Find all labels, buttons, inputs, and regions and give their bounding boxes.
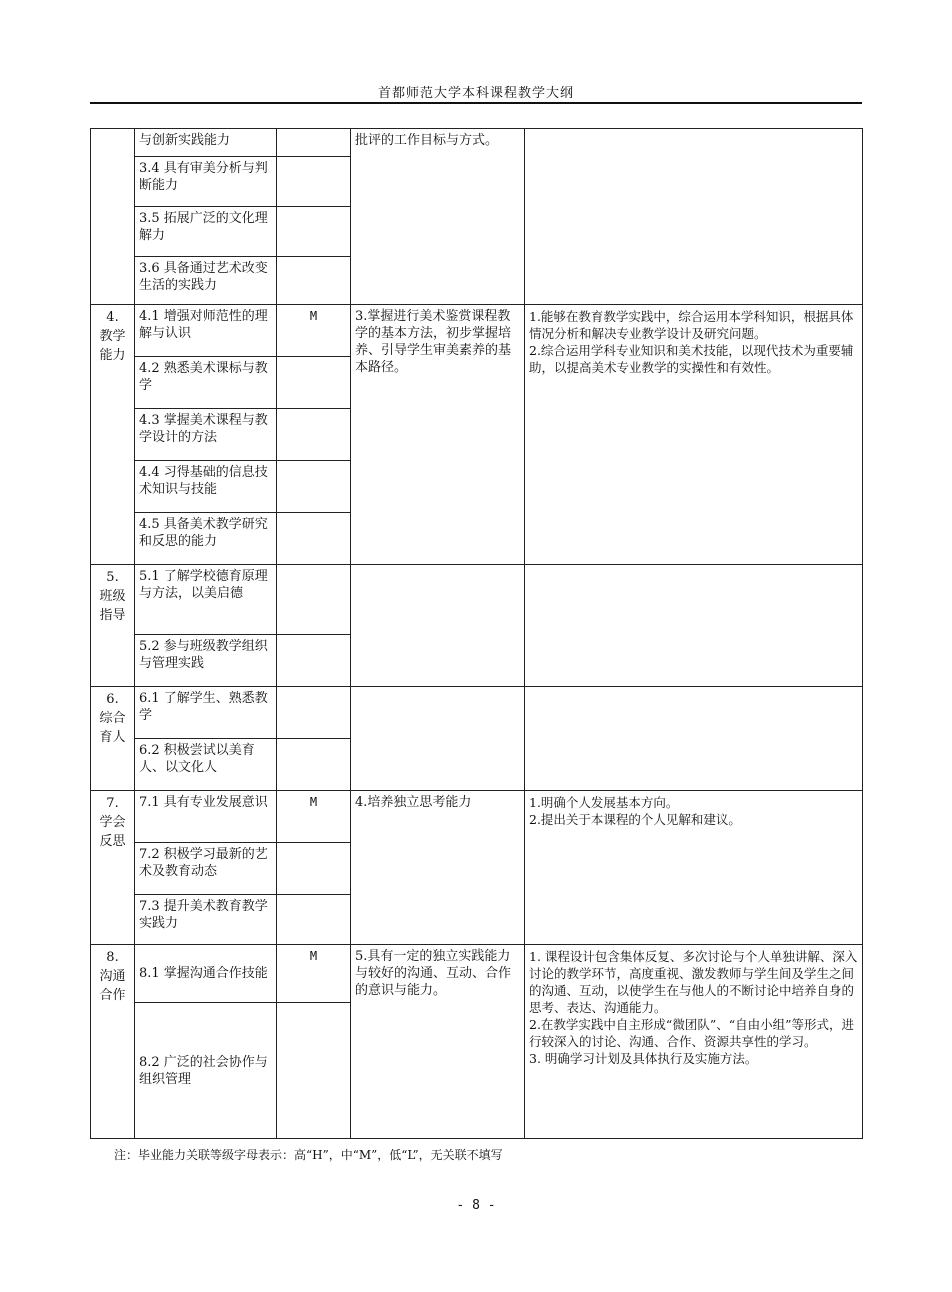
level-cell [277, 843, 351, 895]
level-cell [277, 207, 351, 257]
level-cell: M [277, 305, 351, 357]
sub-ability-cell: 与创新实践能力 [135, 129, 277, 157]
sub-ability-cell: 4.2 熟悉美术课标与教学 [135, 357, 277, 409]
sub-ability-cell: 5.2 参与班级教学组织与管理实践 [135, 635, 277, 687]
level-cell: M [277, 791, 351, 843]
level-cell [277, 687, 351, 739]
sub-ability-cell: 4.1 增强对师范性的理解与认识 [135, 305, 277, 357]
table-row [91, 305, 863, 357]
header-rule [90, 102, 862, 104]
requirement-item: 2.在教学实践中自主形成“微团队”、“自由小组”等形式，进行较深入的讨论、沟通、合作、资源共享性的学习。 [529, 1017, 854, 1049]
requirement-cell [525, 129, 863, 305]
requirement-cell [525, 791, 863, 945]
sub-ability-cell: 3.6 具备通过艺术改变生活的实践力 [135, 257, 277, 305]
requirement-item: 1.能够在教育教学实践中，综合运用本学科知识，根据具体情况分析和解决专业教学设计及研究问题。 [529, 309, 854, 341]
requirement-cell [525, 565, 863, 687]
requirement-item: 2.提出关于本课程的个人见解和建议。 [529, 812, 741, 827]
category-cell: 7. 学会 反思 [91, 791, 135, 945]
sub-ability-cell: 7.1 具有专业发展意识 [135, 791, 277, 843]
level-cell [277, 895, 351, 945]
table-row [91, 565, 863, 635]
requirement-cell [525, 945, 863, 1139]
sub-ability-cell: 3.4 具有审美分析与判断能力 [135, 157, 277, 207]
requirement-cell [525, 305, 863, 565]
sub-ability-cell: 4.5 具备美术教学研究和反思的能力 [135, 513, 277, 565]
level-cell: M [277, 945, 351, 1003]
sub-ability-cell: 8.1 掌握沟通合作技能 [135, 945, 277, 1003]
level-cell [277, 513, 351, 565]
course-objective-cell [351, 565, 525, 687]
page-header-title: 首都师范大学本科课程教学大纲 [377, 86, 574, 101]
level-cell [277, 157, 351, 207]
level-cell [277, 461, 351, 513]
sub-ability-cell: 6.2 积极尝试以美育人、以文化人 [135, 739, 277, 791]
sub-ability-cell: 7.2 积极学习最新的艺术及教育动态 [135, 843, 277, 895]
level-cell [277, 129, 351, 157]
sub-ability-cell: 8.2 广泛的社会协作与组织管理 [135, 1003, 277, 1139]
requirement-item: 3. 明确学习计划及具体执行及实施方法。 [529, 1051, 758, 1066]
course-objective-cell: 4.培养独立思考能力 [351, 791, 525, 945]
requirement-cell [525, 687, 863, 791]
category-cell: 8. 沟通 合作 [91, 945, 135, 1139]
course-objective-cell: 批评的工作目标与方式。 [351, 129, 525, 305]
table-footnote: 注：毕业能力关联等级字母表示：高“H”，中“M”，低“L”，无关联不填写 [114, 1148, 503, 1162]
sub-ability-cell: 7.3 提升美术教育教学实践力 [135, 895, 277, 945]
table-row [91, 687, 863, 739]
level-cell [277, 1003, 351, 1139]
sub-ability-cell: 4.4 习得基础的信息技术知识与技能 [135, 461, 277, 513]
sub-ability-cell: 6.1 了解学生、熟悉教学 [135, 687, 277, 739]
course-objective-cell: 3.掌握进行美术鉴赏课程教学的基本方法，初步掌握培养、引导学生审美素养的基本路径。 [351, 305, 525, 565]
level-cell [277, 257, 351, 305]
level-cell [277, 409, 351, 461]
requirement-item: 2.综合运用学科专业知识和美术技能，以现代技术为重要辅助，以提高美术专业教学的实操性和有效性。 [529, 343, 854, 375]
level-cell [277, 635, 351, 687]
sub-ability-cell: 5.1 了解学校德育原理与方法，以美启德 [135, 565, 277, 635]
level-cell [277, 357, 351, 409]
category-cell: 6. 综合 育人 [91, 687, 135, 791]
sub-ability-cell: 4.3 掌握美术课程与教学设计的方法 [135, 409, 277, 461]
course-objectives-table [90, 128, 863, 1139]
course-objective-cell [351, 687, 525, 791]
level-cell [277, 739, 351, 791]
table-row [91, 791, 863, 843]
sub-ability-cell: 3.5 拓展广泛的文化理解力 [135, 207, 277, 257]
table-row [91, 129, 863, 157]
requirement-item: 1. 课程设计包含集体反复、多次讨论与个人单独讲解、深入讨论的教学环节，高度重视、激发教师与学生间及学生之间的沟通、互动，以使学生在与他人的不断讨论中培养自身的思考、表达、沟通能力。 [529, 949, 858, 1015]
category-cell: 5. 班级 指导 [91, 565, 135, 687]
page-number: - 8 - [456, 1198, 496, 1213]
table-row [91, 945, 863, 1003]
course-objective-cell: 5.具有一定的独立实践能力与较好的沟通、互动、合作的意识与能力。 [351, 945, 525, 1139]
requirement-item: 1.明确个人发展基本方向。 [529, 795, 679, 810]
category-cell: 4. 教学 能力 [91, 305, 135, 565]
category-cell [91, 129, 135, 305]
level-cell [277, 565, 351, 635]
